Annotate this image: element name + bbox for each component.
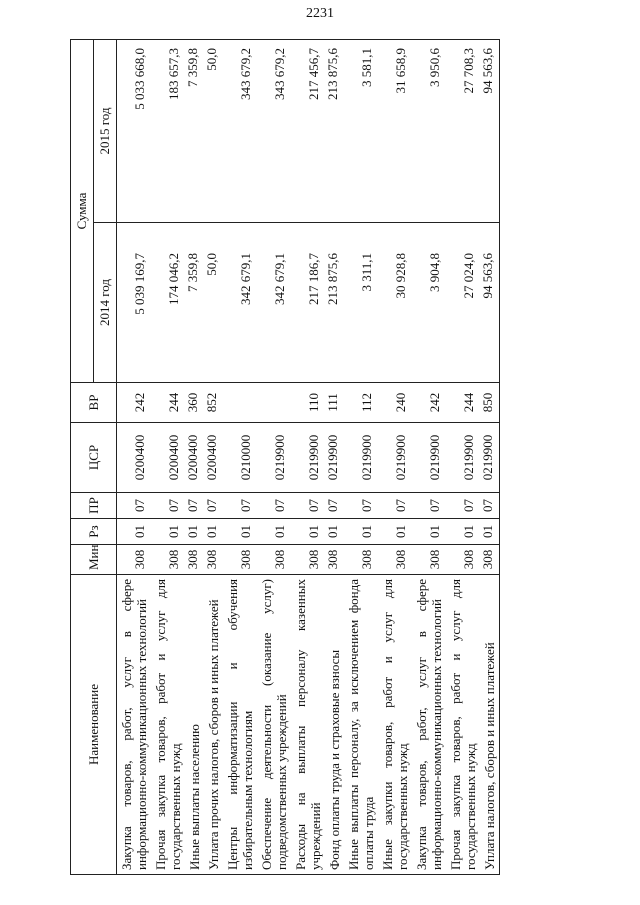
- cell-sum-2015: 31 658,9: [378, 40, 412, 223]
- table-row: [223, 40, 257, 875]
- cell-min: 308: [446, 545, 480, 575]
- cell-name: Расходы на выплаты персоналу казенных учреждений: [291, 575, 325, 875]
- cell-min: 308: [117, 545, 152, 575]
- cell-vr: [223, 383, 257, 423]
- cell-sum-2014: 94 563,6: [480, 223, 500, 383]
- cell-csr: 0200400: [117, 423, 152, 493]
- cell-vr: 244: [151, 383, 185, 423]
- cell-sum-2015: 213 875,6: [325, 40, 344, 223]
- cell-sum-2014: 3 904,8: [412, 223, 446, 383]
- cell-pr: 07: [480, 493, 500, 519]
- cell-rz: 01: [446, 519, 480, 545]
- cell-csr: 0219900: [257, 423, 291, 493]
- table-row: [185, 40, 204, 875]
- cell-pr: 07: [223, 493, 257, 519]
- cell-csr: 0200400: [204, 423, 223, 493]
- cell-pr: 07: [378, 493, 412, 519]
- cell-min: 308: [291, 545, 325, 575]
- cell-csr: 0200400: [185, 423, 204, 493]
- cell-name: Уплата прочих налогов, сборов и иных платежей: [204, 575, 223, 875]
- cell-pr: 07: [291, 493, 325, 519]
- cell-name: Прочая закупка товаров, работ и услуг для государственных нужд: [446, 575, 480, 875]
- cell-name: Обеспечение деятельности (оказание услуг) подведомственных учреждений: [257, 575, 291, 875]
- cell-min: 308: [412, 545, 446, 575]
- header-pr: ПР: [71, 493, 117, 519]
- table-row: [412, 40, 446, 875]
- cell-rz: 01: [223, 519, 257, 545]
- table-header: [71, 40, 117, 875]
- table-row: [446, 40, 480, 875]
- cell-pr: 07: [412, 493, 446, 519]
- cell-pr: 07: [151, 493, 185, 519]
- cell-min: 308: [257, 545, 291, 575]
- cell-rz: 01: [151, 519, 185, 545]
- cell-sum-2014: 342 679,1: [223, 223, 257, 383]
- cell-min: 308: [204, 545, 223, 575]
- cell-sum-2015: 217 456,7: [291, 40, 325, 223]
- cell-rz: 01: [378, 519, 412, 545]
- table-row: [378, 40, 412, 875]
- cell-sum-2014: 5 039 169,7: [117, 223, 152, 383]
- cell-rz: 01: [257, 519, 291, 545]
- cell-csr: 0219900: [325, 423, 344, 493]
- cell-pr: 07: [185, 493, 204, 519]
- cell-sum-2015: 5 033 668,0: [117, 40, 152, 223]
- cell-sum-2014: 7 359,8: [185, 223, 204, 383]
- table-row: [257, 40, 291, 875]
- cell-sum-2014: 50,0: [204, 223, 223, 383]
- cell-rz: 01: [185, 519, 204, 545]
- cell-vr: 110: [291, 383, 325, 423]
- cell-vr: 360: [185, 383, 204, 423]
- cell-name: Иные закупки товаров, работ и услуг для государственных нужд: [378, 575, 412, 875]
- cell-vr: 850: [480, 383, 500, 423]
- cell-min: 308: [344, 545, 378, 575]
- header-year-2015: 2015 год: [94, 40, 117, 223]
- cell-pr: 07: [325, 493, 344, 519]
- cell-min: 308: [480, 545, 500, 575]
- cell-sum-2015: 27 708,3: [446, 40, 480, 223]
- cell-rz: 01: [117, 519, 152, 545]
- cell-min: 308: [378, 545, 412, 575]
- cell-vr: 242: [117, 383, 152, 423]
- cell-sum-2014: 217 186,7: [291, 223, 325, 383]
- rotated-page-content: [70, 40, 570, 875]
- cell-sum-2015: 94 563,6: [480, 40, 500, 223]
- cell-sum-2015: 50,0: [204, 40, 223, 223]
- header-vr: ВР: [71, 383, 117, 423]
- header-sum: Сумма: [71, 40, 94, 383]
- cell-pr: 07: [446, 493, 480, 519]
- cell-csr: 0200400: [151, 423, 185, 493]
- cell-vr: 240: [378, 383, 412, 423]
- cell-csr: 0219900: [291, 423, 325, 493]
- cell-pr: 07: [204, 493, 223, 519]
- cell-sum-2015: 183 657,3: [151, 40, 185, 223]
- cell-rz: 01: [480, 519, 500, 545]
- cell-sum-2014: 3 311,1: [344, 223, 378, 383]
- header-year-2014: 2014 год: [94, 223, 117, 383]
- cell-vr: 242: [412, 383, 446, 423]
- page-number: 2231: [306, 6, 334, 21]
- cell-vr: 112: [344, 383, 378, 423]
- cell-name: Центры информатизации и обучения избирательным технологиям: [223, 575, 257, 875]
- header-name: Наименование: [71, 575, 117, 875]
- table-row: [117, 40, 152, 875]
- cell-sum-2014: 174 046,2: [151, 223, 185, 383]
- header-rz: Рз: [71, 519, 117, 545]
- cell-sum-2015: 343 679,2: [257, 40, 291, 223]
- cell-csr: 0219900: [446, 423, 480, 493]
- table-row: [344, 40, 378, 875]
- cell-pr: 07: [344, 493, 378, 519]
- cell-sum-2014: 30 928,8: [378, 223, 412, 383]
- cell-rz: 01: [291, 519, 325, 545]
- cell-name: Иные выплаты населению: [185, 575, 204, 875]
- cell-csr: 0219900: [344, 423, 378, 493]
- cell-sum-2014: 213 875,6: [325, 223, 344, 383]
- cell-min: 308: [325, 545, 344, 575]
- cell-sum-2015: 3 950,6: [412, 40, 446, 223]
- table-row: [325, 40, 344, 875]
- cell-sum-2014: 342 679,1: [257, 223, 291, 383]
- budget-table: [70, 39, 500, 875]
- table-row: [204, 40, 223, 875]
- cell-sum-2015: 7 359,8: [185, 40, 204, 223]
- cell-sum-2015: 3 581,1: [344, 40, 378, 223]
- header-min: Мин: [71, 545, 117, 575]
- cell-rz: 01: [412, 519, 446, 545]
- cell-name: Уплата налогов, сборов и иных платежей: [480, 575, 500, 875]
- cell-rz: 01: [325, 519, 344, 545]
- cell-vr: 111: [325, 383, 344, 423]
- cell-vr: 852: [204, 383, 223, 423]
- cell-rz: 01: [204, 519, 223, 545]
- table-row: [480, 40, 500, 875]
- cell-csr: 0210000: [223, 423, 257, 493]
- cell-csr: 0219900: [378, 423, 412, 493]
- cell-vr: [257, 383, 291, 423]
- cell-csr: 0219900: [480, 423, 500, 493]
- cell-min: 308: [151, 545, 185, 575]
- table-row: [151, 40, 185, 875]
- cell-sum-2015: 343 679,2: [223, 40, 257, 223]
- cell-name: Иные выплаты персоналу, за исключением фонда оплаты труда: [344, 575, 378, 875]
- cell-rz: 01: [344, 519, 378, 545]
- cell-min: 308: [185, 545, 204, 575]
- table-body: [117, 40, 500, 875]
- cell-sum-2014: 27 024,0: [446, 223, 480, 383]
- cell-name: Закупка товаров, работ, услуг в сфере информационно-коммуникационных технологий: [412, 575, 446, 875]
- cell-name: Прочая закупка товаров, работ и услуг для государственных нужд: [151, 575, 185, 875]
- cell-csr: 0219900: [412, 423, 446, 493]
- cell-vr: 244: [446, 383, 480, 423]
- cell-pr: 07: [257, 493, 291, 519]
- cell-pr: 07: [117, 493, 152, 519]
- cell-min: 308: [223, 545, 257, 575]
- cell-name: Фонд оплаты труда и страховые взносы: [325, 575, 344, 875]
- header-csr: ЦСР: [71, 423, 117, 493]
- cell-name: Закупка товаров, работ, услуг в сфере информационно-коммуникационных технологий: [117, 575, 152, 875]
- table-row: [291, 40, 325, 875]
